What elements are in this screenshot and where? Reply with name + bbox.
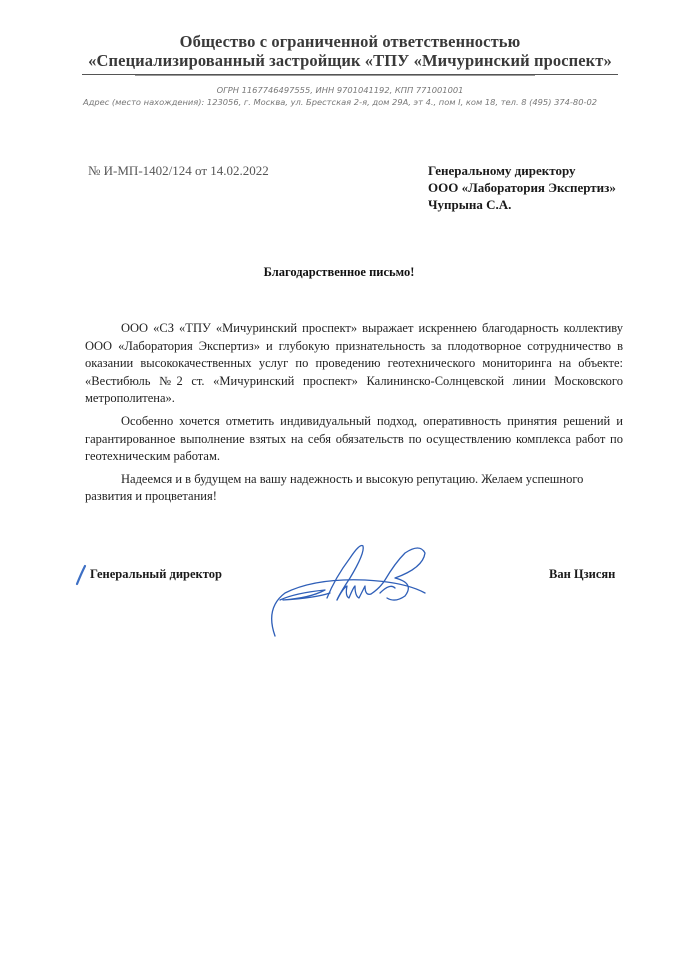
- signatory-title: Генеральный директор: [90, 567, 222, 581]
- company-address: Адрес (место нахождения): 123056, г. Москва, ул. Брестская 2-я, дом 29А, эт 4., пом I, ком 18, тел. 8 (495) 374-80-02: [82, 97, 598, 107]
- header-divider-secondary: [135, 75, 535, 76]
- ink-slash-mark: [74, 564, 88, 586]
- recipient-name: Чупрына С.А.: [428, 197, 512, 212]
- registration-details: ОГРН 1167746497555, ИНН 9701041192, КПП 771001001: [216, 85, 464, 95]
- recipient-position: Генеральному директору: [428, 163, 576, 178]
- body-paragraph: Надеемся и в будущем на вашу надежность и высокую репутацию. Желаем успешного развития и процветания!: [85, 471, 584, 504]
- company-name-line1: Общество с ограниченной ответственностью: [179, 32, 521, 51]
- body-paragraph: Особенно хочется отметить индивидуальный подход, оперативность принятия решений и гарантированное выполнение взятых на себя обязательств по осуществлению комплекса работ по геотехническим работам.: [85, 413, 623, 464]
- signatory-name: Ван Цзисян: [549, 567, 616, 581]
- outgoing-reference-number: № И-МП-1402/124 от 14.02.2022: [88, 163, 269, 178]
- recipient-company: ООО «Лаборатория Экспертиз»: [428, 180, 616, 195]
- handwritten-signature: [255, 538, 455, 638]
- recipient-block: [428, 162, 616, 213]
- letter-body: [85, 320, 623, 511]
- letter-title: Благодарственное письмо!: [263, 265, 415, 279]
- company-name-line2: «Специализированный застройщик «ТПУ «Мичуринский проспект»: [88, 51, 612, 70]
- body-paragraph: ООО «СЗ «ТПУ «Мичуринский проспект» выражает искреннею благодарность коллективу ООО «Лаборатория Экспертиз» и глубокую признательность за плодотворное сотрудничество в оказании высококачественных услуг по проведению геотехнического мониторинга на объекте: «Вестибюль №2 ст. «Мичуринский проспект» Калининско-Солнцевской линии Московского метрополитена».: [85, 321, 623, 406]
